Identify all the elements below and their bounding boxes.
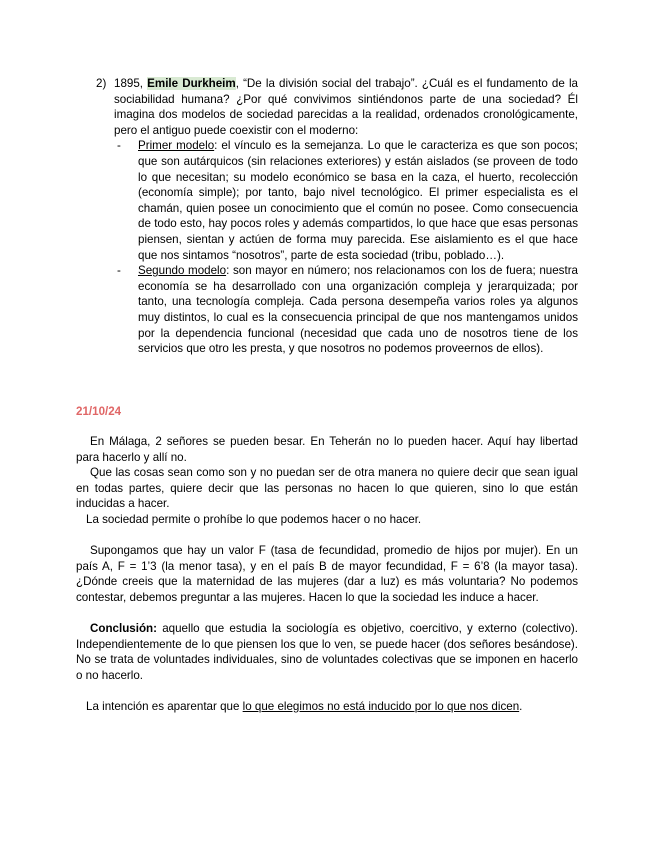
- sub-item-text: : el vínculo es la semejanza. Lo que le caracteriza es que son pocos; que son autárquicos (sin relaciones exteriores) y están aislados (se proveen de todo lo que necesitan; su modelo económico se basa en la caza, el huerto, recolección (economía simple); por tanto, bajo nivel tecnológico. El primer especialista es el chamán, quien posee un conocimiento que el común no posee. Como consecuencia de todo esto, hay pocos roles y además compartidos, lo que hace que esas personas piensen, sientan y actúen de forma muy parecida. Ese aislamiento es el que hace que nos sintamos “nosotros”, parte de esta sociedad (tribu, poblado…).: [138, 139, 578, 262]
- intencion-underlined: lo que elegimos no está inducido por lo que nos dicen: [242, 700, 520, 713]
- sub-list: [117, 138, 578, 356]
- intencion-start: La intención es aparentar que: [86, 700, 243, 713]
- date-heading: 21/10/24: [76, 405, 122, 418]
- sub-item-label: Segundo modelo: [138, 264, 227, 278]
- dash-marker: -: [117, 264, 121, 278]
- sub-item-label: Primer modelo: [138, 139, 215, 153]
- conclusion-text: aquello que estudia la sociología es objetivo, coercitivo, y externo (colectivo). Independientemente de lo que piensen los que lo ven, se puede hacer (dos señores besándose). No se trata de voluntades individuales, sino de voluntades colectivas que se imponen en hacerlo o no hacerlo.: [76, 622, 578, 682]
- dash-marker: -: [117, 139, 121, 153]
- sub-item-text: : son mayor en número; nos relacionamos con los de fuera; nuestra economía se ha desarrollado con una organización compleja y jerarquizada; por tanto, una tecnología compleja. Cada persona desempeña varios roles ya algunos muy distintos, lo cual es la consecuencia principal de que nos mantengamos unidos por la dependencia funcional (necesidad que cada uno de nosotros tiene de los servicios que otro les presta, y que nosotros no podemos proveernos de ellos).: [138, 264, 579, 356]
- intro-text: , “De la división social del trabajo”. ¿Cuál es el fundamento de la sociabilidad humana? ¿Por qué convivimos sintiéndonos parte de una sociedad? Él imagina dos modelos de sociedad parecidas a la realidad, ordenados cronológicamente, pero el antiguo puede coexistir con el moderno:: [114, 77, 578, 137]
- paragraph-intencion: [76, 699, 578, 715]
- author-highlight: Emile Durkheim: [147, 77, 236, 90]
- list-number: 2): [96, 77, 107, 90]
- list-item-body: [114, 76, 578, 138]
- sub-item-segundo-modelo: [117, 263, 578, 357]
- list-item-2: [96, 76, 578, 357]
- paragraph-malaga: En Málaga, 2 señores se pueden besar. En Teherán no lo pueden hacer. Aquí hay libertad para hacerlo y allí no.: [76, 435, 578, 464]
- paragraph-cosas: Que las cosas sean como son y no puedan ser de otra manera no quiere decir que sean igual en todas partes, quiere decir que las personas no hacen lo que quieren, sino lo que están inducidas a hacer.: [76, 466, 578, 511]
- sub-item-primer-modelo: [117, 138, 578, 263]
- paragraph-conclusion: [76, 621, 578, 683]
- year-text: 1895,: [114, 77, 148, 90]
- intencion-end: .: [519, 700, 523, 713]
- paragraph-sociedad: La sociedad permite o prohíbe lo que podemos hacer o no hacer.: [86, 513, 422, 526]
- conclusion-label: Conclusión:: [90, 622, 157, 635]
- paragraph-supongamos: Supongamos que hay un valor F (tasa de fecundidad, promedio de hijos por mujer). En un país A, F = 1’3 (la menor tasa), y en el país B de mayor fecundidad, F = 6’8 (la mayor tasa). ¿Dónde creeis que la maternidad de las mujeres (dar a luz) es más voluntaria? No podemos contestar, debemos preguntar a las mujeres. Hacen lo que la sociedad les induce a hacer.: [76, 544, 578, 604]
